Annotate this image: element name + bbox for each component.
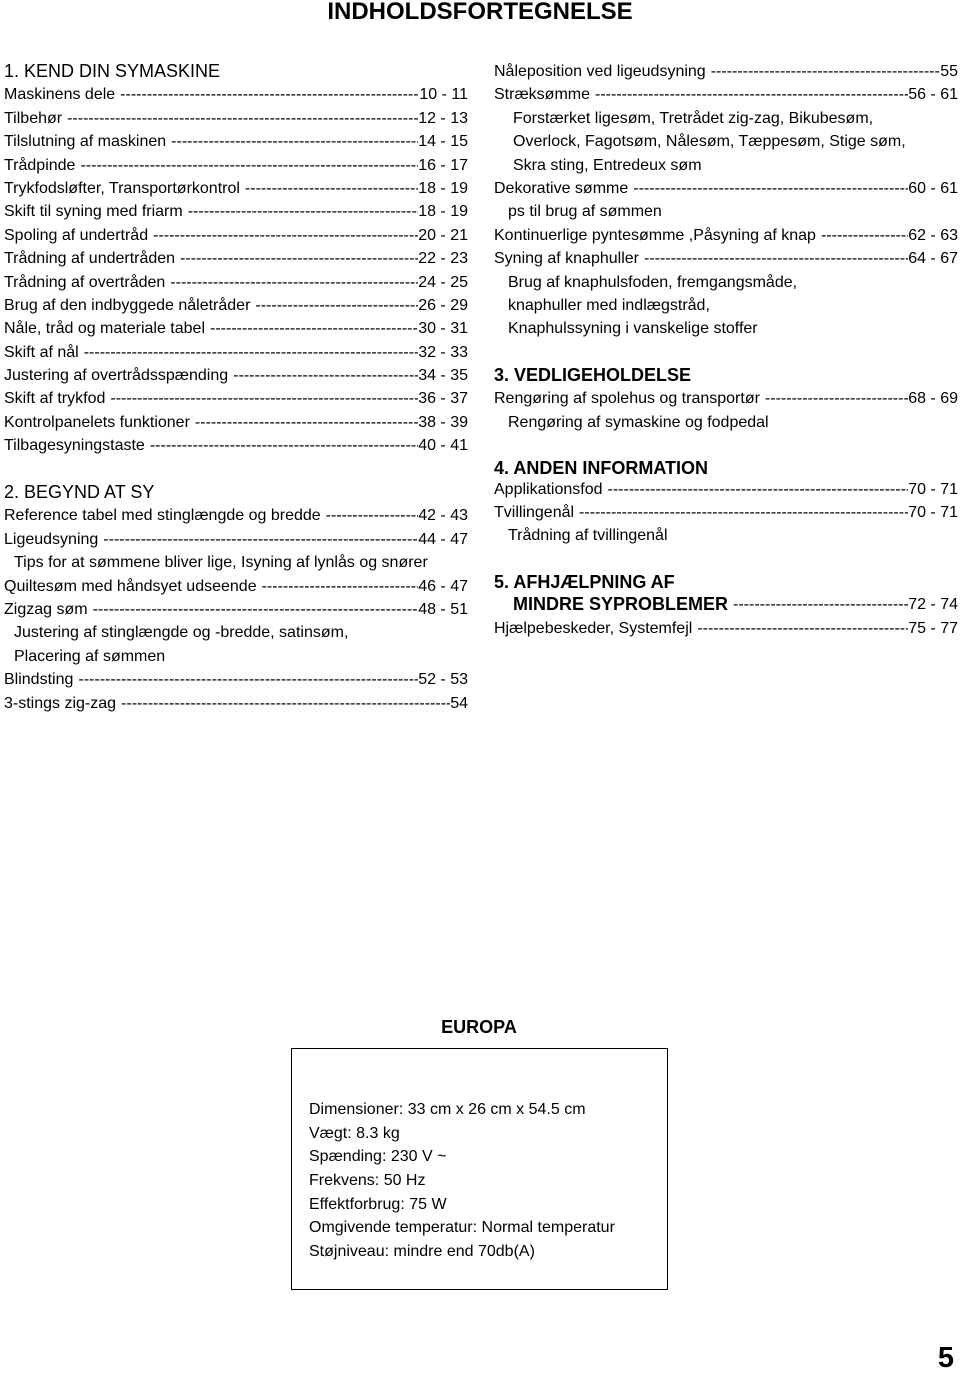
section-heading-text: 3. VEDLIGEHOLDELSE (494, 365, 692, 386)
entry-pages: 30 - 31 (418, 320, 468, 338)
dash-leader (574, 501, 908, 524)
subentry-text: knaphuller med indlægstråd, (508, 296, 710, 314)
entry-title: Skift til syning med friarm (4, 203, 183, 221)
toc-entry (494, 83, 958, 106)
spec-frequency: Frekvens: 50 Hz (309, 1172, 426, 1190)
subentry-text: Overlock, Fagotsøm, Nålesøm, Tæppesøm, Stige søm, (513, 133, 906, 151)
entry-pages: 40 - 41 (418, 437, 468, 455)
toc-entry (4, 411, 468, 434)
section-heading-text: 4. ANDEN INFORMATION (494, 457, 708, 478)
dash-leader (73, 668, 418, 691)
toc-entry (494, 60, 958, 83)
toc-entry (4, 598, 468, 621)
entry-title: Quiltesøm med håndsyet udseende (4, 577, 257, 595)
entry-title: Trådpinde (4, 156, 76, 174)
subentry-text: Rengøring af symaskine og fodpedal (508, 413, 769, 431)
dash-leader (321, 504, 419, 527)
toc-entry (4, 271, 468, 294)
entry-title: Kontinuerlige pyntesømme ,Påsyning af knap (494, 226, 816, 244)
subentry-text: Trådning af tvillingenål (508, 527, 668, 545)
entry-pages: 20 - 21 (418, 226, 468, 244)
toc-entry (4, 692, 468, 715)
spec-weight: Vægt: 8.3 kg (309, 1124, 400, 1142)
dash-leader (145, 434, 418, 457)
toc-entry (4, 83, 468, 106)
toc-entry (4, 528, 468, 551)
subentry-text: Knaphulssyning i vanskelige stoffer (508, 320, 758, 338)
entry-pages: 68 - 69 (908, 390, 958, 408)
spec-temperature: Omgivende temperatur: Normal temperatur (309, 1219, 615, 1237)
dash-leader (760, 387, 908, 410)
entry-title: Applikationsfod (494, 480, 603, 498)
entry-title: Zigzag søm (4, 600, 88, 618)
entry-pages: 18 - 19 (418, 179, 468, 197)
toc-entry (494, 177, 958, 200)
toc-entry (4, 434, 468, 457)
dash-leader (706, 60, 941, 83)
entry-title: Nåle, tråd og materiale tabel (4, 320, 205, 338)
dash-leader (228, 364, 418, 387)
entry-pages: 44 - 47 (418, 530, 468, 548)
dash-leader (590, 83, 908, 106)
subentry-text: Forstærket ligesøm, Tretrådet zig-zag, Bikubesøm, (513, 109, 874, 127)
section-heading-text: 1. KEND DIN SYMASKINE (4, 61, 221, 81)
toc-subentry (494, 271, 958, 294)
entry-pages: 34 - 35 (418, 367, 468, 385)
spacer (4, 458, 468, 481)
entry-title: Ligeudsyning (4, 530, 99, 548)
section-heading (4, 60, 468, 83)
entry-pages: 75 - 77 (908, 619, 958, 637)
spacer (494, 434, 958, 457)
dash-leader (115, 83, 419, 106)
specs-list (309, 1098, 615, 1264)
toc-entry (4, 247, 468, 270)
spec-power: Effektforbrug: 75 W (309, 1195, 447, 1213)
dash-leader (190, 411, 418, 434)
specs-heading: EUROPA (441, 1017, 517, 1037)
dash-leader (148, 224, 418, 247)
toc-entry (494, 478, 958, 501)
toc-entry (4, 504, 468, 527)
toc-entry (494, 224, 958, 247)
entry-pages: 26 - 29 (418, 296, 468, 314)
dash-leader (628, 177, 908, 200)
entry-title: Hjælpebeskeder, Systemfejl (494, 619, 693, 637)
entry-pages: 64 - 67 (908, 250, 958, 268)
entry-title: Tilslutning af maskinen (4, 133, 167, 151)
entry-pages: 42 - 43 (418, 507, 468, 525)
entry-pages: 54 (450, 694, 468, 712)
section-heading (4, 481, 468, 504)
dash-leader (105, 387, 418, 410)
dash-leader (240, 177, 418, 200)
entry-title: Dekorative sømme (494, 179, 629, 197)
dash-leader (75, 154, 418, 177)
page-number: 5 (937, 1342, 954, 1374)
entry-title: Maskinens dele (4, 86, 116, 104)
dash-leader (639, 247, 908, 270)
subentry-text: Brug af knaphulsfoden, fremgangsmåde, (508, 273, 798, 291)
dash-leader (116, 692, 450, 715)
entry-title: Tvillingenål (494, 504, 575, 522)
entry-title: Trådning af undertråden (4, 250, 176, 268)
toc-subentry (4, 551, 468, 574)
entry-pages: 48 - 51 (418, 600, 468, 618)
entry-pages: 72 - 74 (908, 596, 958, 614)
dash-leader (816, 224, 908, 247)
dash-leader (88, 598, 419, 621)
entry-pages: 46 - 47 (418, 577, 468, 595)
section-heading-text: MINDRE SYPROBLEMER (513, 594, 729, 615)
entry-title: Nåleposition ved ligeudsyning (494, 63, 706, 80)
toc-subentry (494, 411, 958, 434)
toc-subentry (4, 621, 468, 644)
toc-subentry (494, 107, 958, 130)
spec-voltage: Spænding: 230 V ~ (309, 1148, 447, 1166)
entry-pages: 22 - 23 (418, 250, 468, 268)
toc-entry (4, 177, 468, 200)
spacer (494, 548, 958, 571)
toc-entry (4, 200, 468, 223)
toc-subentry (494, 524, 958, 547)
entry-title: Tilbehør (4, 109, 63, 127)
toc-entry (4, 668, 468, 691)
dash-leader (79, 341, 418, 364)
toc-subentry (494, 200, 958, 223)
toc-subentry (4, 645, 468, 668)
subentry-text: Placering af sømmen (14, 647, 166, 665)
entry-pages: 24 - 25 (418, 273, 468, 291)
dash-leader (166, 130, 418, 153)
entry-pages: 56 - 61 (908, 86, 958, 104)
section-heading (494, 364, 958, 387)
entry-pages: 32 - 33 (418, 343, 468, 361)
entry-title: Brug af den indbyggede nåletråder (4, 296, 251, 314)
entry-pages: 18 - 19 (418, 203, 468, 221)
entry-pages: 55 (940, 63, 958, 80)
entry-pages: 62 - 63 (908, 226, 958, 244)
entry-title: Rengøring af spolehus og transportør (494, 390, 760, 408)
toc-entry (494, 501, 958, 524)
toc-entry (4, 364, 468, 387)
toc-entry (4, 130, 468, 153)
section-heading-text: 2. BEGYND AT SY (4, 482, 155, 503)
entry-title: Trykfodsløfter, Transportørkontrol (4, 179, 240, 197)
toc-left-column (4, 60, 468, 715)
entry-pages: 60 - 61 (908, 179, 958, 197)
dash-leader (205, 317, 418, 340)
toc-entry (4, 294, 468, 317)
entry-pages: 52 - 53 (418, 671, 468, 689)
spacer (494, 341, 958, 364)
toc-entry (4, 341, 468, 364)
dash-leader (250, 294, 418, 317)
entry-title: Kontrolpanelets funktioner (4, 413, 190, 431)
toc-entry (494, 247, 958, 270)
toc-entry (4, 575, 468, 598)
entry-title: Syning af knaphuller (494, 250, 639, 268)
subentry-text: ps til brug af sømmen (508, 203, 662, 221)
toc-entry (4, 224, 468, 247)
toc-entry (4, 317, 468, 340)
section-heading (494, 571, 958, 593)
entry-title: Skift af nål (4, 343, 79, 361)
toc-subentry (494, 317, 958, 340)
toc-subentry (494, 154, 958, 177)
dash-leader (257, 575, 419, 598)
toc-subentry (494, 130, 958, 153)
entry-pages: 12 - 13 (418, 109, 468, 127)
dash-leader (728, 593, 908, 616)
entry-pages: 38 - 39 (418, 413, 468, 431)
page-title: INDHOLDSFORTEGNELSE (327, 0, 633, 25)
section-heading (494, 458, 958, 478)
toc-entry (494, 387, 958, 410)
dash-leader (62, 107, 418, 130)
spec-dimensions: Dimensioner: 33 cm x 26 cm x 54.5 cm (309, 1101, 586, 1118)
entry-title: 3-stings zig-zag (4, 694, 117, 712)
dash-leader (692, 617, 908, 640)
entry-pages: 16 - 17 (418, 156, 468, 174)
toc-entry (4, 387, 468, 410)
entry-title: Trådning af overtråden (4, 273, 166, 291)
entry-title: Tilbagesyningstaste (4, 437, 145, 455)
subentry-text: Skra sting, Entredeux søm (513, 156, 702, 174)
entry-pages: 36 - 37 (418, 390, 468, 408)
entry-pages: 70 - 71 (908, 480, 958, 498)
entry-title: Stræksømme (494, 86, 590, 104)
entry-pages: 10 - 11 (419, 86, 468, 104)
section-heading-continued (494, 593, 958, 616)
entry-pages: 14 - 15 (418, 133, 468, 151)
entry-title: Skift af trykfod (4, 390, 106, 408)
toc-subentry (494, 294, 958, 317)
section-heading-text: 5. AFHJÆLPNING AF (494, 572, 675, 593)
dash-leader (175, 247, 418, 270)
entry-title: Blindsting (4, 671, 74, 689)
dash-leader (183, 200, 418, 223)
spec-noise: Støjniveau: mindre end 70db(A) (309, 1243, 535, 1261)
toc-entry (494, 617, 958, 640)
entry-title: Reference tabel med stinglængde og bredde (4, 507, 321, 525)
entry-pages: 70 - 71 (908, 504, 958, 522)
dash-leader (165, 271, 418, 294)
dash-leader (98, 528, 418, 551)
toc-entry (4, 154, 468, 177)
entry-title: Justering af overtrådsspænding (4, 367, 229, 385)
dash-leader (603, 478, 909, 501)
subentry-text: Justering af stinglængde og -bredde, satinsøm, (14, 624, 349, 642)
toc-entry (4, 107, 468, 130)
entry-title: Spoling af undertråd (4, 226, 149, 244)
subentry-text: Tips for at sømmene bliver lige, Isyning af lynlås og snører (14, 554, 428, 572)
toc-right-column (494, 60, 958, 640)
